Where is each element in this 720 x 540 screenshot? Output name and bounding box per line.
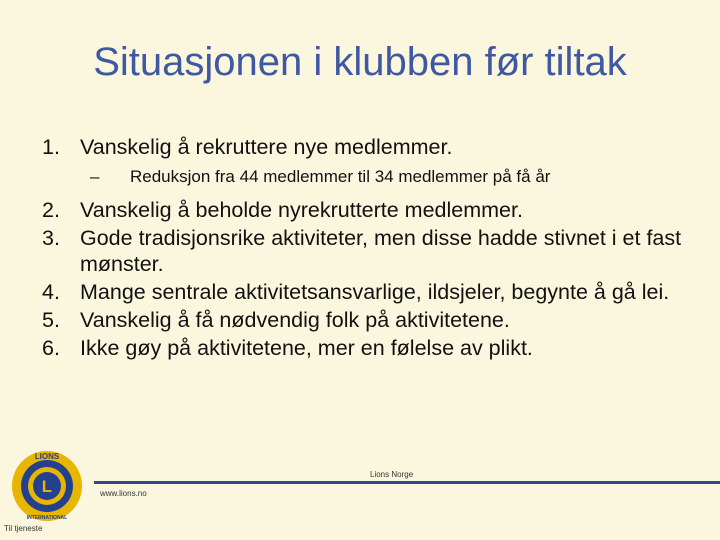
list-number: 3. (42, 226, 60, 250)
list-text: Vanskelig å beholde nyrekrutterte medlemmer. (80, 198, 523, 222)
list-number: 1. (42, 135, 60, 159)
list-text: Vanskelig å få nødvendig folk på aktivitetene. (80, 308, 510, 332)
list-text: Mange sentrale aktivitetsansvarlige, ildsjeler, begynte å gå lei. (80, 280, 670, 304)
footer-divider (94, 481, 720, 484)
numbered-list (42, 134, 692, 363)
list-number: 2. (42, 198, 60, 222)
slide-title: Situasjonen i klubben før tiltak (93, 40, 627, 84)
list-item (42, 197, 692, 223)
sub-text: Reduksjon fra 44 medlemmer til 34 medlemmer på få år (130, 167, 551, 186)
list-text: Gode tradisjonsrike aktiviteter, men disse hadde stivnet i et fast mønster. (80, 226, 682, 276)
logo-top-text: LIONS (34, 452, 60, 461)
list-text: Vanskelig å rekruttere nye medlemmer. (80, 135, 453, 159)
list-item (42, 225, 692, 277)
list-number: 5. (42, 308, 60, 332)
footer-url[interactable]: www.lions.no (100, 489, 147, 498)
footer-org: Lions Norge (370, 470, 414, 479)
list-text: Ikke gøy på aktivitetene, mer en følelse av plikt. (80, 336, 533, 360)
list-item (42, 279, 692, 305)
list-item (42, 134, 692, 160)
list-number: 4. (42, 280, 60, 304)
logo-bottom-text: INTERNATIONAL (26, 515, 68, 521)
logo-letter: L (41, 477, 53, 496)
footer-tagline: Til tjeneste (4, 524, 43, 533)
sub-dash: – (90, 167, 100, 186)
list-item (42, 307, 692, 333)
sub-item (90, 166, 692, 188)
lions-logo (10, 449, 84, 523)
list-item (42, 335, 692, 361)
list-number: 6. (42, 336, 60, 360)
